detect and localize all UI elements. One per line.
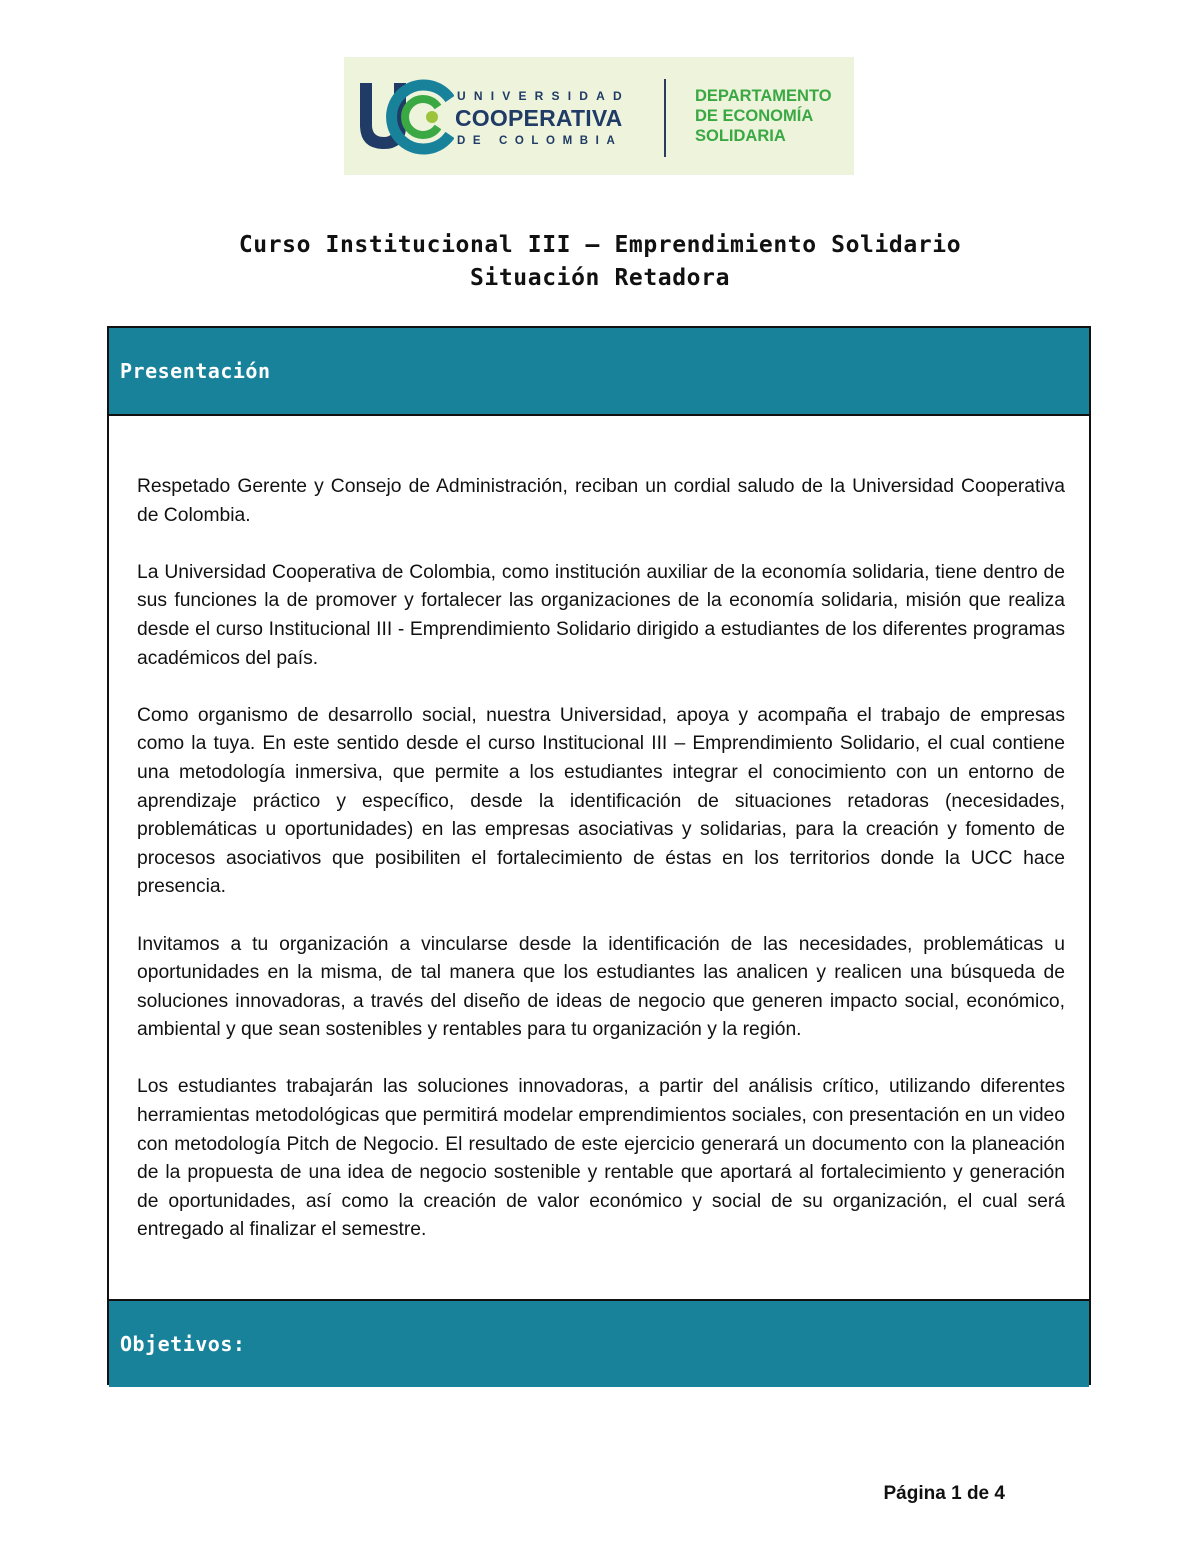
dept-line: DE ECONOMÍA — [695, 107, 814, 125]
section-heading: Objetivos: — [120, 1332, 246, 1356]
logo-coop-line: COOPERATIVA — [455, 105, 623, 131]
section-header-objetivos — [109, 1299, 1089, 1387]
paragraph: Como organismo de desarrollo social, nuestra Universidad, apoya y acompaña el trabajo de empresas como la tuya. En este sentido desde el curso Institucional III – Emprendimiento Solidario, el cual contiene una metodología inmersiva, que permite a los estudiantes integrar el conocimiento con un entorno de aprendizaje práctico y específico, desde la identificación de situaciones retadoras (necesidades, problemáticas u oportunidades) en las empresas asociativas y solidarias, para la creación y fomento de procesos asociativos que posibiliten el fortalecimiento de éstas en los territorios donde la UCC hace presencia. — [137, 704, 1065, 898]
paragraph: Los estudiantes trabajarán las soluciones innovadoras, a partir del análisis crítico, utilizando diferentes herramientas metodológicas que permitirá modelar emprendimientos sociales, con presentación en un video con metodología Pitch de Negocio. El resultado de este ejercicio generará un documento con la planeación de la propuesta de una idea de negocio sostenible y rentable que aportará al fortalecimiento y generación de oportunidades, así como la creación de valor económico y social de su organización, el cual será entregado al finalizar el semestre. — [137, 1076, 1065, 1241]
page-of: de — [966, 1483, 990, 1504]
logo-divider — [664, 79, 666, 157]
logo-univ-line: UNIVERSIDAD — [457, 89, 630, 103]
title-line-2: Situación Retadora — [469, 265, 731, 291]
presentation-body — [137, 473, 1065, 1245]
paragraph: Invitamos a tu organización a vincularse desde la identificación de las necesidades, problemáticas u oportunidades en la misma, de tal manera que los estudiantes las analicen y realicen una búsqueda de soluciones innovadoras, a través del diseño de ideas de negocio que generen impacto social, económico, ambiental y que sean sostenibles y rentables para tu organización y la región. — [137, 933, 1065, 1041]
document-title — [0, 229, 1200, 295]
ucc-logo-mark — [354, 79, 454, 155]
page-label: Página — [883, 1483, 946, 1504]
content-table — [107, 326, 1091, 1385]
paragraph: Respetado Gerente y Consejo de Administración, reciban un cordial saludo de la Universidad Cooperativa de Colombia. — [137, 476, 1065, 526]
page-current: 1 — [951, 1483, 962, 1504]
department-name — [695, 86, 832, 146]
page-total: 4 — [994, 1483, 1005, 1504]
logo-colombia-line: DE COLOMBIA — [457, 135, 623, 147]
dept-line: DEPARTAMENTO — [695, 87, 832, 105]
logo-wordmark — [457, 89, 642, 151]
title-line-1: Curso Institucional III – Emprendimiento Solidario — [238, 232, 962, 258]
section-heading: Presentación — [120, 359, 271, 383]
dept-line: SOLIDARIA — [695, 127, 786, 145]
paragraph: La Universidad Cooperativa de Colombia, como institución auxiliar de la economía solidaria, tiene dentro de sus funciones la de promover y fortalecer las organizaciones de la economía solidaria, misión que realiza desde el curso Institucional III - Emprendimiento Solidario dirigido a estudiantes de los diferentes programas académicos del país. — [137, 561, 1065, 669]
institution-logo — [344, 57, 854, 175]
page-number — [884, 1483, 1006, 1505]
section-header-presentacion — [109, 328, 1089, 416]
